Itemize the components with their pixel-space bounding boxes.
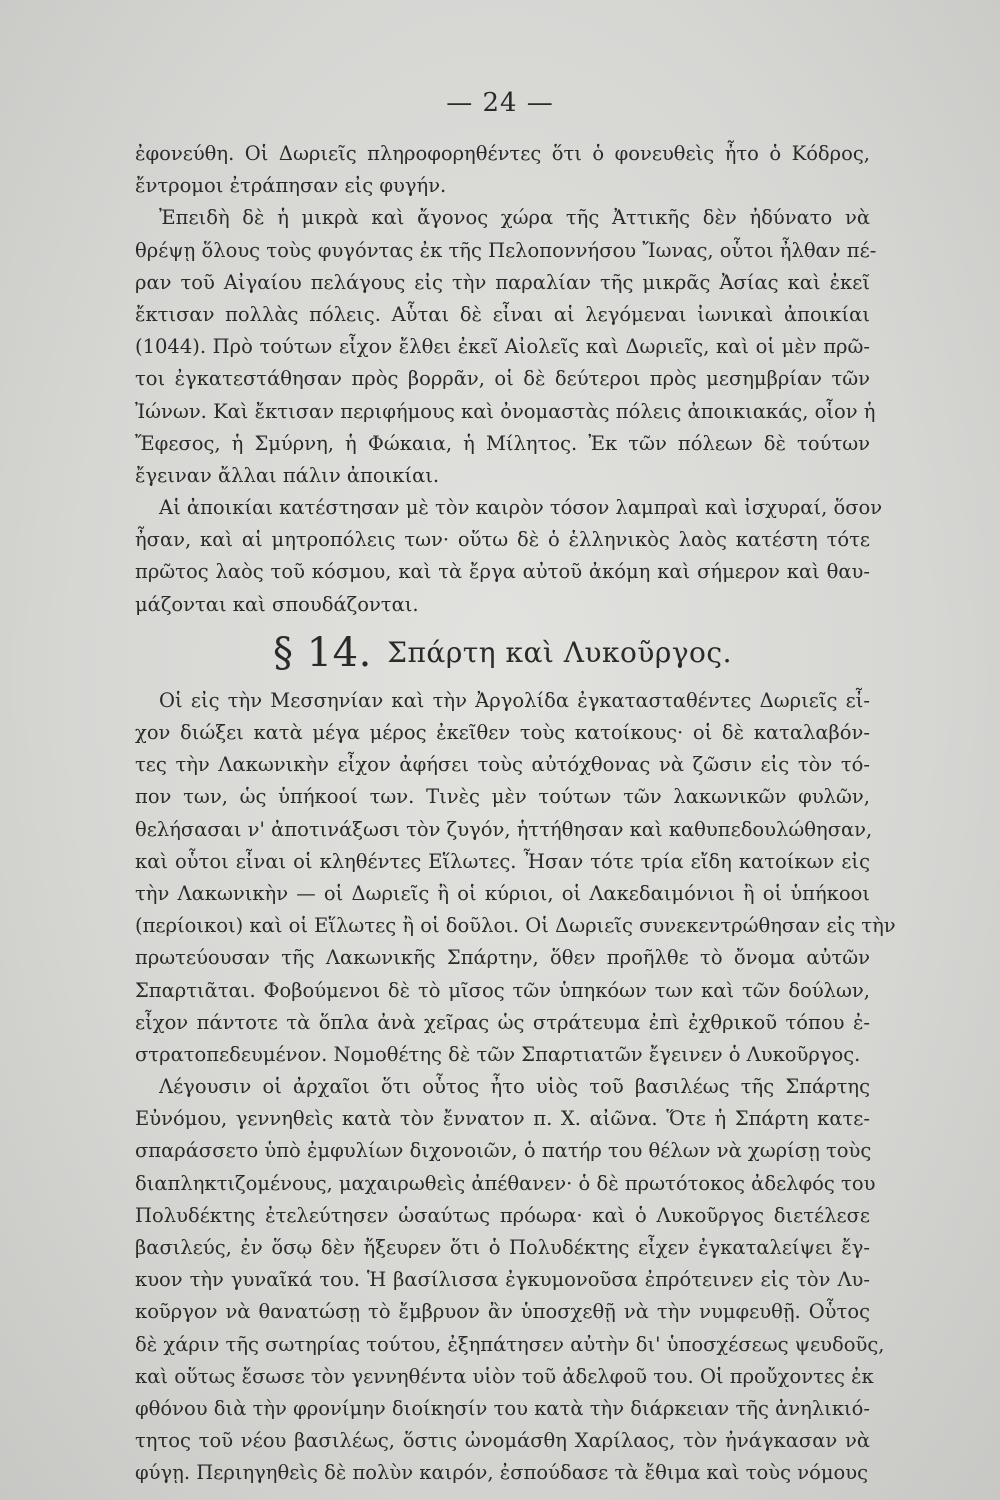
text-line: χον διώξει κατὰ μέγα μέρος ἐκεῖθεν τοὺς κατοίκους· οἱ δὲ καταλαβόν- [135,721,870,744]
bottom-paragraphs [135,685,896,1490]
text-line: κοῦργον νὰ θανατώσῃ τὸ ἔμβρυον ἂν ὑποσχεθῇ νὰ τὴν νυμφευθῇ. Οὗτος [135,1300,870,1324]
text-line: κυον τὴν γυναῖκά του. Ἡ βασίλισσα ἐγκυμονοῦσα ἐπρότεινεν εἰς τὸν Λυ- [135,1268,870,1292]
text-line: ἦσαν, καὶ αἱ μητροπόλεις των· οὕτω δὲ ὁ ἑλληνικὸς λαὸς κατέστη τότε [135,528,870,552]
text-line: (1044). Πρὸ τούτων εἶχον ἔλθει ἐκεῖ Αἰολεῖς καὶ Δωριεῖς, καὶ οἱ μὲν πρῶ- [135,335,870,359]
text-line: ἐφονεύθη. Οἱ Δωριεῖς πληροφορηθέντες ὅτι ὁ φονευθεὶς ἦτο ὁ Κόδρος, [135,142,870,165]
text-line: ἔκτισαν πολλὰς πόλεις. Αὗται δὲ εἶναι αἱ λεγόμεναι ἰωνικαὶ ἀποικίαι [135,302,870,326]
text-line: βασιλεύς, ἐν ὅσῳ δὲν ἤξευρεν ὅτι ὁ Πολυδέκτης εἶχεν ἐγκαταλείψει ἔγ- [135,1236,870,1259]
text-line: μάζονται καὶ σπουδάζονται. [135,592,419,616]
text-line: φύγῃ. Περιηγηθεὶς δὲ πολὺν καιρόν, ἐσπούδασε τὰ ἔθιμα καὶ τοὺς νόμους [135,1461,869,1485]
text-line: καὶ οὗτοι εἶναι οἱ κληθέντες Εἵλωτες. Ἦσαν τότε τρία εἴδη κατοίκων εἰς [135,849,870,873]
section-number: § 14. [272,629,372,676]
text-line: πον των, ὡς ὑπήκοοί των. Τινὲς μὲν τούτων τῶν λακωνικῶν φυλῶν, [135,785,870,809]
text-line: Ἔφεσος, ἡ Σμύρνη, ἡ Φώκαια, ἡ Μίλητος. Ἐκ τῶν πόλεων δὲ τούτων [135,431,870,455]
section-title: Σπάρτη καὶ Λυκοῦργος. [387,635,732,669]
text-line: τὴν Λακωνικὴν — οἱ Δωριεῖς ἢ οἱ κύριοι, οἱ Λακεδαιμόνιοι ἢ οἱ ὑπήκοοι [135,881,870,905]
text-line: τοι ἐγκατεστάθησαν πρὸς βορρᾶν, οἱ δὲ δεύτεροι πρὸς μεσημβρίαν τῶν [135,367,870,391]
text-line: Αἱ ἀποικίαι κατέστησαν μὲ τὸν καιρὸν τόσον λαμπραὶ καὶ ἰσχυραί, ὅσον [159,496,883,520]
text-line: Σπαρτιᾶται. Φοβούμενοι δὲ τὸ μῖσος τῶν ὑπηκόων των καὶ τῶν δούλων, [135,978,870,1002]
section-heading [135,621,870,685]
text-line: θρέψῃ ὅλους τοὺς φυγόντας ἐκ τῆς Πελοποννήσου Ἴωνας, οὗτοι ἦλθαν πέ- [135,238,877,262]
text-line: δὲ χάριν τῆς σωτηρίας τούτου, ἐξηπάτησεν αὐτὴν δι' ὑποσχέσεως ψευδοῦς, [135,1332,885,1356]
text-line: θελήσασαι ν' ἀποτινάξωσι τὸν ζυγόν, ἡττήθησαν καὶ καθυπεδουλώθησαν, [135,817,873,841]
paragraph [135,1071,885,1489]
paragraph [135,202,877,492]
text-line: τητος τοῦ νέου βασιλέως, ὅστις ὠνομάσθη Χαρίλαος, τὸν ἠνάγκασαν νὰ [135,1429,870,1453]
text-line: φθόνου διὰ τὴν φρονίμην διοίκησίν του κατὰ τὴν διάρκειαν τῆς ἀνηλικιό- [135,1396,870,1420]
text-line: σπαράσσετο ὑπὸ ἐμφυλίων διχονοιῶν, ὁ πατήρ του θέλων νὰ χωρίσῃ τοὺς [135,1139,872,1163]
text-line: Οἱ εἰς τὴν Μεσσηνίαν καὶ τὴν Ἀργολίδα ἐγκατασταθέντες Δωριεῖς εἶ- [159,688,870,712]
text-line: τες τὴν Λακωνικὴν εἶχον ἀφήσει τοὺς αὐτόχθονας νὰ ζῶσιν εἰς τὸν τό- [135,753,870,777]
text-line: καὶ οὕτως ἔσωσε τὸν γεννηθέντα υἱὸν τοῦ ἀδελφοῦ του. Οἱ προὔχοντες ἐκ [135,1364,874,1388]
text-line: διαπληκτιζομένους, μαχαιρωθεὶς ἀπέθανεν· ὁ δὲ πρωτότοκος ἀδελφός του [135,1171,876,1195]
text-line: Εὐνόμου, γεννηθεὶς κατὰ τὸν ἔννατον π. Χ. αἰῶνα. Ὅτε ἡ Σπάρτη κατε- [135,1107,870,1131]
top-paragraphs [135,138,883,621]
body-text [135,138,896,1490]
text-line: στρατοπεδευμένον. Νομοθέτης δὲ τῶν Σπαρτιατῶν ἔγεινεν ὁ Λυκοῦργος. [135,1042,861,1066]
text-line: Πολυδέκτης ἐτελεύτησεν ὡσαύτως πρόωρα· καὶ ὁ Λυκοῦργος διετέλεσε [135,1203,870,1227]
text-line: ἔγειναν ἄλλαι πάλιν ἀποικίαι. [135,463,440,487]
paragraph [135,138,870,202]
text-line: πρωτεύουσαν τῆς Λακωνικῆς Σπάρτην, ὅθεν προῆλθε τὸ ὄνομα αὐτῶν [135,946,870,970]
text-line: Ἐπειδὴ δὲ ἡ μικρὰ καὶ ἄγονος χώρα τῆς Ἀττικῆς δὲν ἠδύνατο νὰ [159,206,870,230]
text-line: Ἰώνων. Καὶ ἔκτισαν περιφήμους καὶ ὀνομαστὰς πόλεις ἀποικιακάς, οἷον ἡ [135,399,876,423]
page-number: — 24 — [446,88,554,118]
text-line: πρῶτος λαὸς τοῦ κόσμου, καὶ τὰ ἔργα αὐτοῦ ἀκόμη καὶ σήμερον καὶ θαυ- [135,560,870,584]
text-line: ραν τοῦ Αἰγαίου πελάγους εἰς τὴν παραλίαν τῆς μικρᾶς Ἀσίας καὶ ἐκεῖ [135,270,870,294]
text-line: εἶχον πάντοτε τὰ ὅπλα ἀνὰ χεῖρας ὡς στράτευμα ἐπὶ ἐχθρικοῦ τόπου ἐ- [135,1010,870,1034]
paragraph [135,685,896,1071]
text-line: ἔντρομοι ἐτράπησαν εἰς φυγήν. [135,174,447,198]
text-line: (περίοικοι) καὶ οἱ Εἵλωτες ἢ οἱ δοῦλοι. Οἱ Δωριεῖς συνεκεντρώθησαν εἰς τὴν [135,914,896,938]
paragraph [135,492,883,621]
text-line: Λέγουσιν οἱ ἀρχαῖοι ὅτι οὗτος ἦτο υἱὸς τοῦ βασιλέως τῆς Σπάρτης [159,1075,870,1099]
